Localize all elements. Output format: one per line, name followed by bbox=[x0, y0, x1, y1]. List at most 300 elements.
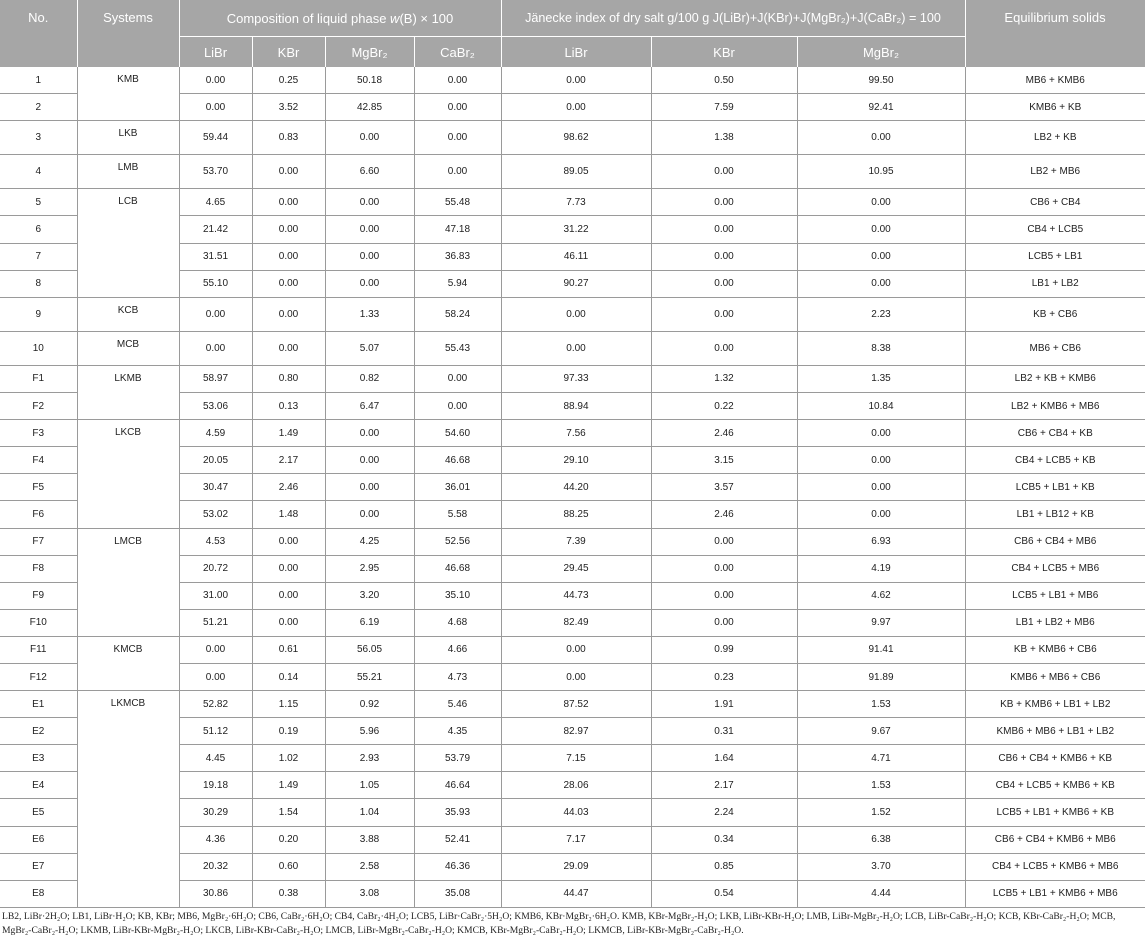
cell-equilibrium-solids: KMB6 + MB6 + LB1 + LB2 bbox=[965, 718, 1145, 745]
cell-jan-kbr: 0.50 bbox=[651, 67, 797, 94]
cell-comp-kbr: 0.61 bbox=[252, 636, 325, 663]
cell-comp-libr: 4.45 bbox=[179, 745, 252, 772]
cell-equilibrium-solids: CB4 + LCB5 + MB6 bbox=[965, 555, 1145, 582]
cell-jan-libr: 7.15 bbox=[501, 745, 651, 772]
cell-jan-libr: 44.03 bbox=[501, 799, 651, 826]
cell-system: MCB bbox=[77, 331, 179, 365]
cell-no: 7 bbox=[0, 243, 77, 270]
header-equilibrium: Equilibrium solids bbox=[965, 0, 1145, 67]
cell-jan-libr: 82.49 bbox=[501, 609, 651, 636]
cell-comp-libr: 0.00 bbox=[179, 94, 252, 121]
cell-comp-cabr2: 4.68 bbox=[414, 609, 501, 636]
cell-comp-libr: 58.97 bbox=[179, 365, 252, 392]
cell-comp-cabr2: 0.00 bbox=[414, 155, 501, 189]
cell-jan-libr: 44.47 bbox=[501, 880, 651, 907]
cell-comp-kbr: 3.52 bbox=[252, 94, 325, 121]
cell-equilibrium-solids: LB2 + KMB6 + MB6 bbox=[965, 393, 1145, 420]
cell-jan-mgbr2: 0.00 bbox=[797, 474, 965, 501]
header-composition-prefix: Composition of liquid phase bbox=[226, 10, 391, 26]
cell-jan-mgbr2: 4.44 bbox=[797, 880, 965, 907]
cell-comp-libr: 55.10 bbox=[179, 270, 252, 297]
cell-system: KMCB bbox=[77, 636, 179, 690]
table-row bbox=[0, 155, 1145, 189]
cell-comp-kbr: 1.15 bbox=[252, 691, 325, 718]
cell-comp-kbr: 0.83 bbox=[252, 121, 325, 155]
header-comp-mgbr2: MgBr₂ bbox=[325, 37, 414, 68]
cell-comp-libr: 0.00 bbox=[179, 663, 252, 690]
cell-comp-libr: 52.82 bbox=[179, 691, 252, 718]
cell-jan-libr: 44.20 bbox=[501, 474, 651, 501]
cell-jan-mgbr2: 92.41 bbox=[797, 94, 965, 121]
cell-comp-libr: 20.05 bbox=[179, 447, 252, 474]
cell-jan-mgbr2: 0.00 bbox=[797, 501, 965, 528]
cell-equilibrium-solids: LB1 + LB12 + KB bbox=[965, 501, 1145, 528]
header-composition bbox=[179, 0, 501, 37]
cell-jan-kbr: 0.00 bbox=[651, 528, 797, 555]
header-jan-libr: LiBr bbox=[501, 37, 651, 68]
cell-jan-libr: 29.10 bbox=[501, 447, 651, 474]
cell-comp-kbr: 0.60 bbox=[252, 853, 325, 880]
cell-jan-mgbr2: 3.70 bbox=[797, 853, 965, 880]
cell-jan-libr: 97.33 bbox=[501, 365, 651, 392]
cell-comp-libr: 30.47 bbox=[179, 474, 252, 501]
cell-no: E6 bbox=[0, 826, 77, 853]
cell-no: E3 bbox=[0, 745, 77, 772]
cell-comp-kbr: 2.17 bbox=[252, 447, 325, 474]
cell-comp-libr: 0.00 bbox=[179, 636, 252, 663]
cell-no: F12 bbox=[0, 663, 77, 690]
table-row bbox=[0, 67, 1145, 94]
cell-comp-cabr2: 0.00 bbox=[414, 365, 501, 392]
cell-equilibrium-solids: CB6 + CB4 + KB bbox=[965, 420, 1145, 447]
cell-jan-libr: 82.97 bbox=[501, 718, 651, 745]
cell-equilibrium-solids: KB + KMB6 + CB6 bbox=[965, 636, 1145, 663]
table-row bbox=[0, 365, 1145, 392]
cell-comp-libr: 53.70 bbox=[179, 155, 252, 189]
cell-comp-cabr2: 46.68 bbox=[414, 555, 501, 582]
cell-comp-kbr: 1.54 bbox=[252, 799, 325, 826]
cell-comp-mgbr2: 6.60 bbox=[325, 155, 414, 189]
cell-jan-libr: 0.00 bbox=[501, 67, 651, 94]
cell-comp-libr: 51.12 bbox=[179, 718, 252, 745]
cell-jan-kbr: 1.38 bbox=[651, 121, 797, 155]
cell-jan-libr: 90.27 bbox=[501, 270, 651, 297]
cell-comp-mgbr2: 6.47 bbox=[325, 393, 414, 420]
cell-comp-kbr: 0.00 bbox=[252, 555, 325, 582]
cell-no: F4 bbox=[0, 447, 77, 474]
table-row bbox=[0, 636, 1145, 663]
cell-comp-libr: 53.02 bbox=[179, 501, 252, 528]
cell-jan-mgbr2: 0.00 bbox=[797, 447, 965, 474]
cell-jan-mgbr2: 1.53 bbox=[797, 691, 965, 718]
cell-equilibrium-solids: LB2 + KB + KMB6 bbox=[965, 365, 1145, 392]
cell-jan-mgbr2: 6.38 bbox=[797, 826, 965, 853]
table-row bbox=[0, 189, 1145, 216]
cell-comp-libr: 0.00 bbox=[179, 67, 252, 94]
cell-comp-libr: 30.29 bbox=[179, 799, 252, 826]
cell-jan-libr: 0.00 bbox=[501, 663, 651, 690]
cell-comp-mgbr2: 0.00 bbox=[325, 189, 414, 216]
cell-comp-cabr2: 55.43 bbox=[414, 331, 501, 365]
cell-jan-kbr: 0.23 bbox=[651, 663, 797, 690]
cell-no: 9 bbox=[0, 297, 77, 331]
cell-jan-mgbr2: 9.67 bbox=[797, 718, 965, 745]
cell-no: F7 bbox=[0, 528, 77, 555]
cell-jan-mgbr2: 1.53 bbox=[797, 772, 965, 799]
cell-jan-libr: 28.06 bbox=[501, 772, 651, 799]
cell-comp-kbr: 0.25 bbox=[252, 67, 325, 94]
cell-jan-mgbr2: 4.62 bbox=[797, 582, 965, 609]
cell-no: F5 bbox=[0, 474, 77, 501]
cell-comp-kbr: 0.19 bbox=[252, 718, 325, 745]
cell-jan-libr: 88.25 bbox=[501, 501, 651, 528]
cell-comp-kbr: 1.49 bbox=[252, 772, 325, 799]
cell-comp-libr: 51.21 bbox=[179, 609, 252, 636]
cell-no: F1 bbox=[0, 365, 77, 392]
header-comp-kbr: KBr bbox=[252, 37, 325, 68]
cell-no: F6 bbox=[0, 501, 77, 528]
cell-jan-kbr: 2.46 bbox=[651, 501, 797, 528]
cell-jan-kbr: 0.00 bbox=[651, 155, 797, 189]
cell-no: 2 bbox=[0, 94, 77, 121]
cell-jan-libr: 46.11 bbox=[501, 243, 651, 270]
cell-system: LKCB bbox=[77, 420, 179, 528]
cell-jan-mgbr2: 10.95 bbox=[797, 155, 965, 189]
cell-equilibrium-solids: KB + KMB6 + LB1 + LB2 bbox=[965, 691, 1145, 718]
cell-comp-libr: 21.42 bbox=[179, 216, 252, 243]
cell-jan-kbr: 3.15 bbox=[651, 447, 797, 474]
cell-jan-libr: 98.62 bbox=[501, 121, 651, 155]
cell-comp-cabr2: 55.48 bbox=[414, 189, 501, 216]
cell-comp-kbr: 2.46 bbox=[252, 474, 325, 501]
cell-no: 6 bbox=[0, 216, 77, 243]
cell-equilibrium-solids: CB6 + CB4 + MB6 bbox=[965, 528, 1145, 555]
cell-comp-kbr: 1.49 bbox=[252, 420, 325, 447]
cell-comp-cabr2: 35.08 bbox=[414, 880, 501, 907]
header-janecke: Jänecke index of dry salt g/100 g J(LiBr)+J(KBr)+J(MgBr₂)+J(CaBr₂) = 100 bbox=[501, 0, 965, 37]
cell-comp-cabr2: 4.66 bbox=[414, 636, 501, 663]
cell-no: 3 bbox=[0, 121, 77, 155]
cell-jan-libr: 88.94 bbox=[501, 393, 651, 420]
cell-comp-libr: 0.00 bbox=[179, 331, 252, 365]
cell-comp-libr: 20.32 bbox=[179, 853, 252, 880]
header-composition-var: w bbox=[390, 10, 400, 26]
cell-jan-libr: 87.52 bbox=[501, 691, 651, 718]
cell-jan-mgbr2: 0.00 bbox=[797, 189, 965, 216]
cell-comp-mgbr2: 1.33 bbox=[325, 297, 414, 331]
cell-jan-kbr: 0.31 bbox=[651, 718, 797, 745]
cell-no: F3 bbox=[0, 420, 77, 447]
table-row bbox=[0, 528, 1145, 555]
cell-jan-mgbr2: 0.00 bbox=[797, 121, 965, 155]
header-systems: Systems bbox=[77, 0, 179, 67]
cell-jan-mgbr2: 4.71 bbox=[797, 745, 965, 772]
cell-comp-mgbr2: 0.00 bbox=[325, 447, 414, 474]
cell-comp-cabr2: 52.41 bbox=[414, 826, 501, 853]
header-composition-suffix: (B) × 100 bbox=[399, 10, 454, 26]
cell-comp-mgbr2: 5.07 bbox=[325, 331, 414, 365]
cell-equilibrium-solids: CB4 + LCB5 + KMB6 + KB bbox=[965, 772, 1145, 799]
cell-system: LKMCB bbox=[77, 691, 179, 908]
header-jan-mgbr2: MgBr₂ bbox=[797, 37, 965, 68]
cell-equilibrium-solids: MB6 + CB6 bbox=[965, 331, 1145, 365]
cell-jan-kbr: 0.00 bbox=[651, 297, 797, 331]
table-row bbox=[0, 297, 1145, 331]
cell-jan-kbr: 2.17 bbox=[651, 772, 797, 799]
cell-no: 4 bbox=[0, 155, 77, 189]
cell-comp-mgbr2: 0.00 bbox=[325, 216, 414, 243]
cell-comp-mgbr2: 56.05 bbox=[325, 636, 414, 663]
cell-jan-mgbr2: 0.00 bbox=[797, 420, 965, 447]
cell-jan-libr: 44.73 bbox=[501, 582, 651, 609]
cell-no: E8 bbox=[0, 880, 77, 907]
cell-equilibrium-solids: KMB6 + MB6 + CB6 bbox=[965, 663, 1145, 690]
cell-comp-mgbr2: 5.96 bbox=[325, 718, 414, 745]
cell-comp-cabr2: 47.18 bbox=[414, 216, 501, 243]
table-body bbox=[0, 67, 1145, 907]
cell-comp-mgbr2: 0.82 bbox=[325, 365, 414, 392]
cell-comp-libr: 31.00 bbox=[179, 582, 252, 609]
cell-no: E5 bbox=[0, 799, 77, 826]
cell-jan-mgbr2: 9.97 bbox=[797, 609, 965, 636]
cell-jan-kbr: 0.00 bbox=[651, 243, 797, 270]
cell-system: LKMB bbox=[77, 365, 179, 419]
cell-jan-libr: 0.00 bbox=[501, 297, 651, 331]
cell-comp-kbr: 1.48 bbox=[252, 501, 325, 528]
cell-comp-kbr: 0.14 bbox=[252, 663, 325, 690]
table-row bbox=[0, 121, 1145, 155]
cell-jan-kbr: 0.00 bbox=[651, 189, 797, 216]
cell-jan-mgbr2: 91.89 bbox=[797, 663, 965, 690]
cell-jan-mgbr2: 2.23 bbox=[797, 297, 965, 331]
header-jan-kbr: KBr bbox=[651, 37, 797, 68]
cell-equilibrium-solids: LCB5 + LB1 + KB bbox=[965, 474, 1145, 501]
cell-jan-mgbr2: 10.84 bbox=[797, 393, 965, 420]
cell-no: 8 bbox=[0, 270, 77, 297]
cell-comp-cabr2: 58.24 bbox=[414, 297, 501, 331]
cell-jan-mgbr2: 1.52 bbox=[797, 799, 965, 826]
cell-comp-libr: 4.65 bbox=[179, 189, 252, 216]
cell-jan-kbr: 0.00 bbox=[651, 331, 797, 365]
cell-no: E4 bbox=[0, 772, 77, 799]
cell-jan-kbr: 0.00 bbox=[651, 270, 797, 297]
cell-jan-kbr: 0.00 bbox=[651, 555, 797, 582]
cell-comp-kbr: 0.00 bbox=[252, 243, 325, 270]
cell-jan-mgbr2: 8.38 bbox=[797, 331, 965, 365]
cell-comp-mgbr2: 0.00 bbox=[325, 243, 414, 270]
cell-jan-kbr: 0.00 bbox=[651, 216, 797, 243]
cell-jan-kbr: 0.85 bbox=[651, 853, 797, 880]
cell-jan-mgbr2: 0.00 bbox=[797, 216, 965, 243]
cell-equilibrium-solids: KMB6 + KB bbox=[965, 94, 1145, 121]
cell-no: F10 bbox=[0, 609, 77, 636]
cell-jan-libr: 7.17 bbox=[501, 826, 651, 853]
cell-no: 5 bbox=[0, 189, 77, 216]
cell-comp-mgbr2: 2.93 bbox=[325, 745, 414, 772]
cell-comp-cabr2: 53.79 bbox=[414, 745, 501, 772]
cell-comp-cabr2: 0.00 bbox=[414, 393, 501, 420]
cell-comp-cabr2: 46.36 bbox=[414, 853, 501, 880]
cell-no: E2 bbox=[0, 718, 77, 745]
cell-comp-mgbr2: 2.58 bbox=[325, 853, 414, 880]
cell-comp-kbr: 0.20 bbox=[252, 826, 325, 853]
cell-jan-libr: 29.09 bbox=[501, 853, 651, 880]
cell-jan-libr: 7.73 bbox=[501, 189, 651, 216]
cell-jan-kbr: 2.24 bbox=[651, 799, 797, 826]
cell-comp-cabr2: 4.73 bbox=[414, 663, 501, 690]
cell-equilibrium-solids: LCB5 + LB1 bbox=[965, 243, 1145, 270]
table-header bbox=[0, 0, 1145, 67]
cell-equilibrium-solids: MB6 + KMB6 bbox=[965, 67, 1145, 94]
cell-comp-cabr2: 36.83 bbox=[414, 243, 501, 270]
cell-comp-cabr2: 36.01 bbox=[414, 474, 501, 501]
cell-jan-libr: 31.22 bbox=[501, 216, 651, 243]
cell-comp-libr: 4.36 bbox=[179, 826, 252, 853]
cell-jan-libr: 0.00 bbox=[501, 636, 651, 663]
cell-equilibrium-solids: LCB5 + LB1 + MB6 bbox=[965, 582, 1145, 609]
cell-jan-kbr: 7.59 bbox=[651, 94, 797, 121]
cell-jan-libr: 89.05 bbox=[501, 155, 651, 189]
cell-comp-cabr2: 4.35 bbox=[414, 718, 501, 745]
cell-jan-libr: 29.45 bbox=[501, 555, 651, 582]
cell-comp-mgbr2: 4.25 bbox=[325, 528, 414, 555]
cell-jan-mgbr2: 99.50 bbox=[797, 67, 965, 94]
cell-comp-kbr: 0.00 bbox=[252, 216, 325, 243]
cell-comp-kbr: 0.00 bbox=[252, 155, 325, 189]
header-comp-cabr2: CaBr₂ bbox=[414, 37, 501, 68]
cell-comp-cabr2: 0.00 bbox=[414, 67, 501, 94]
cell-comp-libr: 0.00 bbox=[179, 297, 252, 331]
cell-comp-mgbr2: 0.00 bbox=[325, 501, 414, 528]
cell-jan-kbr: 1.64 bbox=[651, 745, 797, 772]
cell-comp-mgbr2: 3.20 bbox=[325, 582, 414, 609]
cell-comp-libr: 53.06 bbox=[179, 393, 252, 420]
cell-jan-kbr: 0.00 bbox=[651, 582, 797, 609]
cell-comp-mgbr2: 42.85 bbox=[325, 94, 414, 121]
cell-comp-kbr: 0.13 bbox=[252, 393, 325, 420]
cell-jan-libr: 7.39 bbox=[501, 528, 651, 555]
cell-comp-cabr2: 35.10 bbox=[414, 582, 501, 609]
cell-comp-cabr2: 5.46 bbox=[414, 691, 501, 718]
cell-jan-kbr: 0.34 bbox=[651, 826, 797, 853]
cell-equilibrium-solids: LB2 + MB6 bbox=[965, 155, 1145, 189]
cell-jan-kbr: 0.99 bbox=[651, 636, 797, 663]
cell-jan-kbr: 0.00 bbox=[651, 609, 797, 636]
cell-comp-mgbr2: 0.92 bbox=[325, 691, 414, 718]
cell-comp-kbr: 0.80 bbox=[252, 365, 325, 392]
footnote: LB2, LiBr·2H₂O; LB1, LiBr·H₂O; KB, KBr; MB6, MgBr₂·6H₂O; CB6, CaBr₂·6H₂O; CB4, CaBr₂·4H₂O; LCB5, LiBr·CaBr₂·5H₂O; KMB6, KBr·MgBr₂·6H₂O. KMB, KBr-MgBr₂-H₂O; LKB, LiBr-KBr-H₂O; LMB, LiBr-MgBr₂-H₂O; LCB, LiBr-CaBr₂-H₂O; KCB, KBr-CaBr₂-H₂O; MCB, MgBr₂-CaBr₂-H₂O; LKMB, LiBr-KBr-MgBr₂-H₂O; LKCB, LiBr-KBr-CaBr₂-H₂O; LMCB, LiBr-MgBr₂-CaBr₂-H₂O; KMCB, KBr-MgBr₂-CaBr₂-H₂O; LKMCB, LiBr-KBr-MgBr₂-CaBr₂-H₂O. bbox=[2, 910, 1116, 936]
cell-jan-kbr: 0.22 bbox=[651, 393, 797, 420]
cell-equilibrium-solids: KB + CB6 bbox=[965, 297, 1145, 331]
cell-jan-mgbr2: 1.35 bbox=[797, 365, 965, 392]
cell-jan-mgbr2: 0.00 bbox=[797, 243, 965, 270]
cell-equilibrium-solids: LB1 + LB2 bbox=[965, 270, 1145, 297]
cell-comp-kbr: 0.00 bbox=[252, 297, 325, 331]
cell-jan-mgbr2: 4.19 bbox=[797, 555, 965, 582]
cell-no: E7 bbox=[0, 853, 77, 880]
cell-system: LMCB bbox=[77, 528, 179, 636]
cell-comp-mgbr2: 3.88 bbox=[325, 826, 414, 853]
cell-comp-mgbr2: 50.18 bbox=[325, 67, 414, 94]
cell-jan-kbr: 1.91 bbox=[651, 691, 797, 718]
cell-no: F9 bbox=[0, 582, 77, 609]
cell-no: F2 bbox=[0, 393, 77, 420]
cell-comp-cabr2: 5.58 bbox=[414, 501, 501, 528]
cell-jan-mgbr2: 6.93 bbox=[797, 528, 965, 555]
cell-system: LCB bbox=[77, 189, 179, 297]
cell-comp-cabr2: 0.00 bbox=[414, 121, 501, 155]
cell-jan-libr: 0.00 bbox=[501, 331, 651, 365]
cell-equilibrium-solids: LCB5 + LB1 + KMB6 + MB6 bbox=[965, 880, 1145, 907]
cell-jan-libr: 0.00 bbox=[501, 94, 651, 121]
cell-comp-cabr2: 46.68 bbox=[414, 447, 501, 474]
cell-equilibrium-solids: CB4 + LCB5 + KMB6 + MB6 bbox=[965, 853, 1145, 880]
cell-comp-kbr: 0.00 bbox=[252, 609, 325, 636]
cell-comp-mgbr2: 2.95 bbox=[325, 555, 414, 582]
cell-comp-cabr2: 35.93 bbox=[414, 799, 501, 826]
cell-comp-libr: 20.72 bbox=[179, 555, 252, 582]
cell-no: F8 bbox=[0, 555, 77, 582]
cell-comp-kbr: 0.00 bbox=[252, 331, 325, 365]
cell-comp-libr: 4.53 bbox=[179, 528, 252, 555]
cell-jan-kbr: 3.57 bbox=[651, 474, 797, 501]
cell-system: KMB bbox=[77, 67, 179, 121]
cell-jan-mgbr2: 0.00 bbox=[797, 270, 965, 297]
cell-comp-kbr: 0.00 bbox=[252, 189, 325, 216]
cell-equilibrium-solids: CB4 + LCB5 + KB bbox=[965, 447, 1145, 474]
cell-system: LMB bbox=[77, 155, 179, 189]
header-comp-libr: LiBr bbox=[179, 37, 252, 68]
cell-no: E1 bbox=[0, 691, 77, 718]
cell-comp-kbr: 0.38 bbox=[252, 880, 325, 907]
cell-equilibrium-solids: LB2 + KB bbox=[965, 121, 1145, 155]
cell-jan-libr: 7.56 bbox=[501, 420, 651, 447]
cell-comp-mgbr2: 0.00 bbox=[325, 420, 414, 447]
cell-jan-kbr: 2.46 bbox=[651, 420, 797, 447]
cell-system: KCB bbox=[77, 297, 179, 331]
table-row bbox=[0, 691, 1145, 718]
cell-comp-cabr2: 0.00 bbox=[414, 94, 501, 121]
cell-system: LKB bbox=[77, 121, 179, 155]
cell-comp-kbr: 0.00 bbox=[252, 582, 325, 609]
cell-comp-libr: 30.86 bbox=[179, 880, 252, 907]
cell-equilibrium-solids: CB6 + CB4 bbox=[965, 189, 1145, 216]
cell-comp-libr: 4.59 bbox=[179, 420, 252, 447]
cell-comp-libr: 59.44 bbox=[179, 121, 252, 155]
cell-comp-mgbr2: 1.04 bbox=[325, 799, 414, 826]
cell-equilibrium-solids: CB6 + CB4 + KMB6 + KB bbox=[965, 745, 1145, 772]
cell-jan-kbr: 0.54 bbox=[651, 880, 797, 907]
cell-comp-mgbr2: 0.00 bbox=[325, 474, 414, 501]
table-row bbox=[0, 331, 1145, 365]
table-row bbox=[0, 420, 1145, 447]
header-no: No. bbox=[0, 0, 77, 67]
cell-comp-kbr: 0.00 bbox=[252, 528, 325, 555]
cell-comp-mgbr2: 1.05 bbox=[325, 772, 414, 799]
cell-jan-kbr: 1.32 bbox=[651, 365, 797, 392]
cell-comp-cabr2: 5.94 bbox=[414, 270, 501, 297]
cell-equilibrium-solids: CB4 + LCB5 bbox=[965, 216, 1145, 243]
cell-comp-mgbr2: 6.19 bbox=[325, 609, 414, 636]
cell-comp-libr: 19.18 bbox=[179, 772, 252, 799]
cell-comp-mgbr2: 3.08 bbox=[325, 880, 414, 907]
cell-jan-mgbr2: 91.41 bbox=[797, 636, 965, 663]
cell-comp-kbr: 1.02 bbox=[252, 745, 325, 772]
cell-comp-mgbr2: 0.00 bbox=[325, 121, 414, 155]
cell-equilibrium-solids: LB1 + LB2 + MB6 bbox=[965, 609, 1145, 636]
cell-comp-libr: 31.51 bbox=[179, 243, 252, 270]
cell-comp-cabr2: 46.64 bbox=[414, 772, 501, 799]
